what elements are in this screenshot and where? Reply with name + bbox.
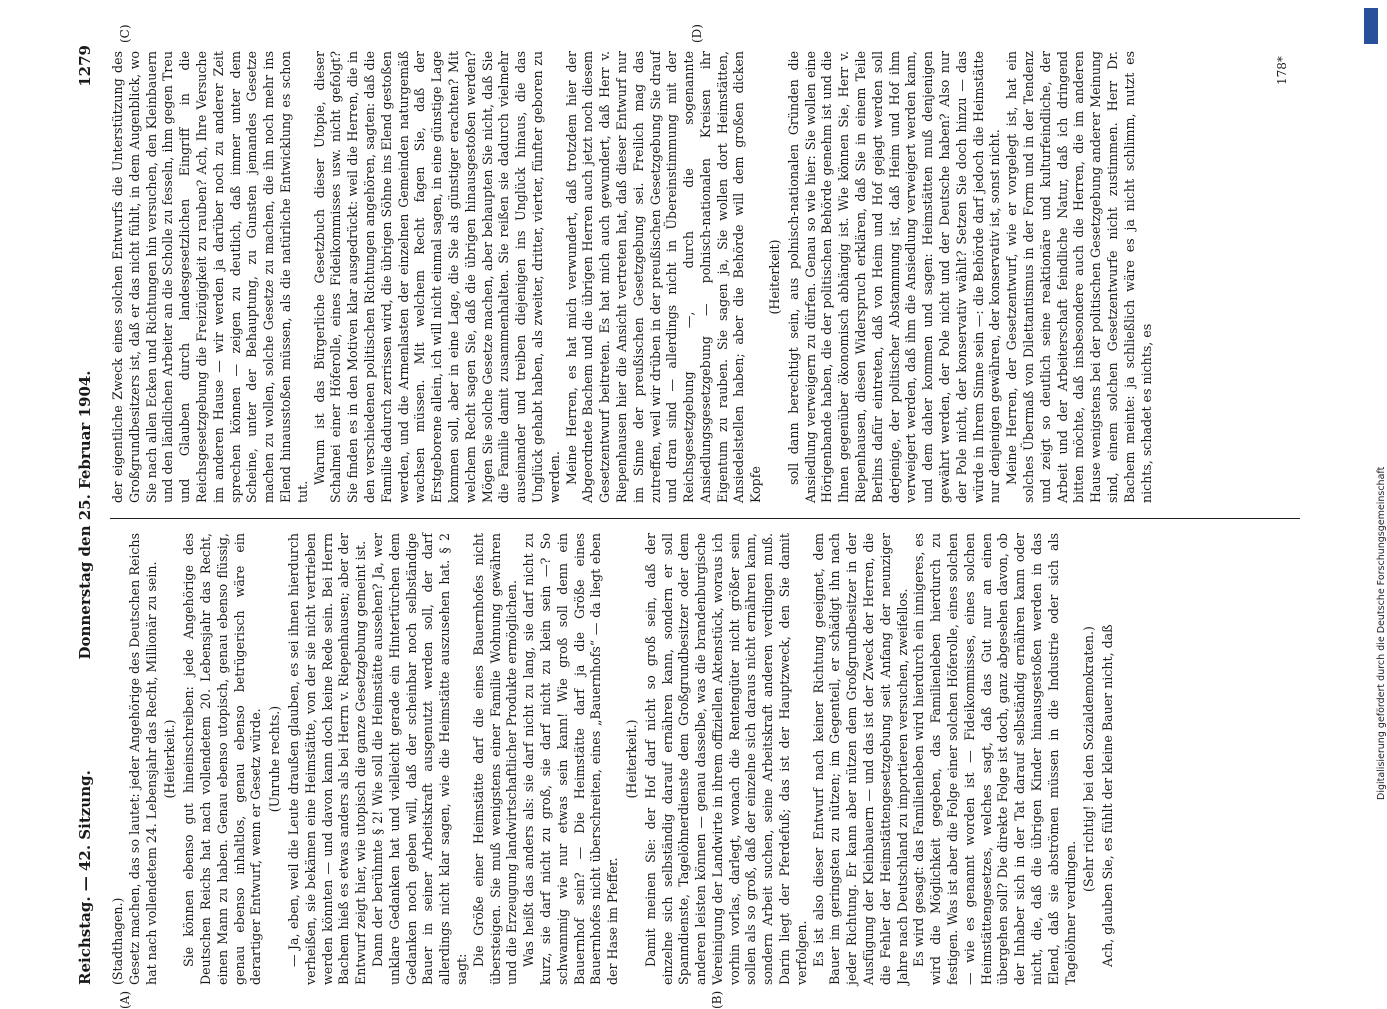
credit-text: Digitalisierung gefördert durch die Deutsche Forschungsgemeinschaft xyxy=(1376,466,1387,800)
left-column-paragraph: Es wird gesagt: das Familienleben wird hierdurch ein innigeres, es wird die Möglichkeit gegeben, das Familienleben hierdurch zu festigen. Was ist aber die Folge einer solchen Höferolle, eines solchen — wie es genannt worden ist — Fideikommisses, eines solchen Heimstättengesetzes, welches sagt, daß das Gut nur an einen übergehen soll? Die direkte Folge ist doch, ganz abgesehen davon, ob der Inhaber sich in der Tat darauf selbständig ernähren kann oder nicht, die, daß die übrigen Kinder hinausgestoßen werden in das Elend, daß sie abströmen müssen in die Industrie oder sich als Tagelöhner verdingen. xyxy=(911,533,1078,985)
right-column-paragraph: (Heiterkeit) xyxy=(767,239,783,315)
header-session: Reichstag. — 42. Sitzung. xyxy=(76,770,94,985)
header-page-number: 1279 xyxy=(76,45,94,87)
left-column-paragraph: Ach, glauben Sie, es fühlt der kleine Bauer nicht, daß xyxy=(1100,624,1116,967)
dfg-logo-text: DFG xyxy=(1377,20,1386,39)
left-column-paragraph: (Unruhe rechts.) xyxy=(267,705,283,813)
left-column-paragraph: Dann der berühmte § 2! Wie soll die Heimstätte aussehen? Ja, wer unklare Gedanken hat und vielleicht gerade ein Hintertürchen dem Gedanken noch geben will, daß der scheinbar noch selbständige Bauer in seiner Arbeitskraft ausgenutzt werden soll, der darf allerdings nicht klar sagen, wie die Heimstätte auszusehen hat. § 2 sagt: xyxy=(369,533,469,985)
rotated-page xyxy=(70,24,1310,1009)
right-column xyxy=(110,51,1300,503)
right-column-paragraph: soll dann berechtigt sein, aus polnisch-nationalen Gründen die Ansiedlung verweigern zu dürfen. Genau so wie hier: Sie wollen eine Hörigenbande haben, die der politischen Behörde genehm ist und die Ihnen gegenüber ökonomisch abhängig ist. Wie können Sie, Herr v. Riepenhausen, diesen Widerspruch erklären, daß Sie in einem Teile Berlins dafür eintreten, daß von Heim und Hof gejagt werden soll derjenige, der politischer Abstammung ist, daß Heim und Hof ihm verweigert werden, daß ihm die Ansiedlung verweigert werden kann, und dem daher kommen und sagen: Heimstätten muß denjenigen gewährt werden, der Pole nicht und der Deutsche haben? Also nur der Pole nicht, der konservativ wählt? Setzen Sie doch hinzu — das würde in Ihrem Sinne sein —: die Behörde darf jedoch die Heimstätte nur denjenigen gewähren, der konservativ ist, sonst nicht. xyxy=(785,51,1003,503)
right-column-paragraph: der eigentliche Zweck eines solchen Entwurfs die Unterstützung des Großgrundbesitzers ist, daß er das nicht fühlt, in dem Augenblick, wo Sie nach allen Ecken und Richtungen hin versuchen, den Kleinbauern und den ländlichen Arbeiter an die Scholle zu fesseln, ihm gegen Treu und Glauben durch landesgesetzlichen Eingriff in die Reichsgesetzgebung die Freizügigkeit zu rauben? Ach, Ihre Versuche im anderen Hause — wir werden ja darüber noch zu anderer Zeit sprechen können — zeigen zu deutlich, daß immer unter dem Scheine, unter der Behauptung, zu Gunsten jemandes Gesetze machen zu wollen, solche Gesetze zu machen, die ihn noch mehr ins Elend hinausstoßen müssen, als die natürliche Entwicklung es schon tut. xyxy=(110,51,310,503)
left-column-paragraph: Es ist also dieser Entwurf nach keiner Richtung geeignet, dem Bauer im geringsten zu nützen; im Gegenteil, er schädigt ihn nach jeder Richtung. Er kann aber nützen dem Großgrundbesitzer in der Ausfügung der Kleinbauern — und das ist der Zweck der Herren, die die Fehler der Heimstättengesetzgebung seit Anfang der neunziger Jahre nach Deutschland zu importieren versuchen, zweifellos. xyxy=(810,533,910,985)
left-column-paragraph: Damit meinen Sie: der Hof darf nicht so groß sein, daß der einzelne sich selbständig darauf ernähren kann, sondern er soll Spanndienste, Tagelöhnerdienste dem Großgrundbesitzer oder dem anderen leisten können — genau dasselbe, was die brandenburgische Vereinigung der Landwirte in ihrem offiziellen Aktenstück, woraus ich vorhin vorlas, darlegt, wonach die Rentengüter nicht größer sein sollen als so groß, daß der einzelne sich daraus nicht ernähren kann, sondern Arbeit suchen, seine Arbeitskraft anderen verdingen muß. Darin liegt der Pferdefuß; das ist der Hauptzweck, den Sie damit verfolgen. xyxy=(642,533,809,985)
left-column-paragraph: Was heißt das anders als: sie darf nicht zu lang, sie darf nicht zu kurz, sie darf nicht zu groß, sie darf nicht zu klein sein —? So schwammig wie nur etwas sein kann! Wie groß soll denn ein Bauernhof sein? — Die Heimstätte darf ja die Größe eines Bauernhofes nicht überschreiten, eines „Bauernhofs“ — da liegt eben der Hase im Pfeffer. xyxy=(521,533,621,985)
left-column-paragraph: Die Größe einer Heimstätte darf die eines Bauernhofes nicht übersteigen. Sie muß wenigstens einer Familie Wohnung gewähren und die Erzeugung landwirtschaftlicher Produkte ermöglichen. xyxy=(470,533,520,985)
left-column-paragraph: Sie können ebenso gut hineinschreiben: jede Angehörige des Deutschen Reichs hat nach vollendetem 20. Lebensjahr das Recht, einen Mann zu haben. Genau ebenso utopisch, genau ebenso flüssig, genau ebenso inhaltlos, genau ebenso betrügerisch wäre ein derartiger Entwurf, wenn er Gesetz würde. xyxy=(181,533,264,985)
margin-marker-c: (C) xyxy=(118,24,132,43)
left-column-paragraph: (Sehr richtig! bei den Sozialdemokraten.) xyxy=(1081,626,1097,892)
left-column-paragraph: — Ja, eben, weil die Leute draußen glauben, es sei ihnen hierdurch verheißen, sie bekämen eine Heimstätte, von der sie nicht vertrieben werden könnten — und davon kann doch keine Rede sein. Bei Herrn Bachem hieß es etwas anders als bei Herrn v. Riepenhausen; aber der Entwurf zeigt hier, wie utopisch die ganze Gesetzgebung gemeint ist. xyxy=(285,533,369,985)
column-divider xyxy=(110,518,1300,519)
margin-marker-d: (D) xyxy=(690,24,704,43)
left-column xyxy=(110,533,1300,985)
left-column-paragraph: (Stadthagen.) xyxy=(110,897,125,985)
header-date: Donnerstag den 25. Februar 1904. xyxy=(76,370,94,660)
left-column-paragraph: Gesetz machen, das so lautet: jeder Angehörige des Deutschen Reichs hat nach vollendetem 24. Lebensjahr das Recht, Millionär zu sein. xyxy=(126,533,159,985)
right-column-paragraph: Warum ist das Bürgerliche Gesetzbuch dieser Utopie, dieser Schalmei einer Höferolle, eines Fideikommisses usw. nicht gefolgt? Sie finden es in den Motiven klar ausgedrückt: weil die Herren, die in den verschiedenen politischen Richtungen angehören, sagten: daß die Familie dadurch zerrissen wird, die übrigen Söhne ins Elend gestoßen werden, und die Armenlasten der einzelnen Gemeinden naturgemäß wachsen müssen. Mit welchem Recht fagen Sie, daß der Erstgeborene allein, ich will nicht einmal sagen, in eine günstige Lage kommen soll, aber in eine Lage, die Sie als günstiger erachten? Mit welchem Recht sagen Sie, daß die übrigen hinausgestoßen werden? Mögen Sie solche Gesetze machen, aber behaupten Sie nicht, daß Sie die Familie damit zusammenhalten. Sie reißen sie dadurch vielmehr auseinander und treiben diejenigen ins Unglück hinaus, die das Unglück gehabt haben, als zweiter, dritter, vierter, fünfter geboren zu werden. xyxy=(311,51,562,503)
margin-marker-b: (B) xyxy=(710,990,724,1009)
signature-mark: 178* xyxy=(1275,56,1289,85)
page-header xyxy=(70,45,104,985)
left-column-paragraph: (Heiterkeit.) xyxy=(162,719,178,799)
margin-marker-a: (A) xyxy=(118,990,132,1009)
right-column-paragraph: Meine Herren, der Gesetzentwurf, wie er vorgelegt ist, hat ein solches Übermaß von Dilettantismus in der Form und in der Tendenz und zeigt so deutlich seine reaktionäre und kulturfeindliche, der Arbeit und der Arbeiterschaft feindliche Natur, daß ich dringend bitten möchte, daß insbesondere auch die Herren, die im anderen Hause wenigstens bei der politischen Gesetzgebung anderer Meinung sind, einem solchen Gesetzentwurfe nicht zustimmen. Herr Dr. Bachem meinte: ja schließlich wäre es ja nicht schlimm, nutzt es nichts, schadet es nichts, es xyxy=(1004,51,1154,503)
right-column-paragraph: Meine Herren, es hat mich verwundert, daß trotzdem hier der Abgeordnete Bachem und die übrigen Herren auch jetzt noch diesem Gesetzentwurf beitreten. Es hat mich auch gewundert, daß Herr v. Riepenhausen hier die Ansicht vertreten hat, daß dieser Entwurf nur im Sinne der preußischen Gesetzgebung sei. Freilich mag das zutreffen, weil wir drüben in der preußischen Gesetzgebung Sie drauf und dran sind — allerdings nicht in Übereinstimmung mit der Reichsgesetzgebung —, durch die sogenannte Ansiedlungsgesetzgebung — polnisch-nationalen Kreisen ihr Eigentum zu rauben. Sie sagen ja, Sie wollen dort Heimstätten, Ansiedelstellen haben; aber die Behörde will dem großen dicken Kopfe xyxy=(563,51,764,503)
left-column-paragraph: (Heiterkeit.) xyxy=(623,719,639,799)
